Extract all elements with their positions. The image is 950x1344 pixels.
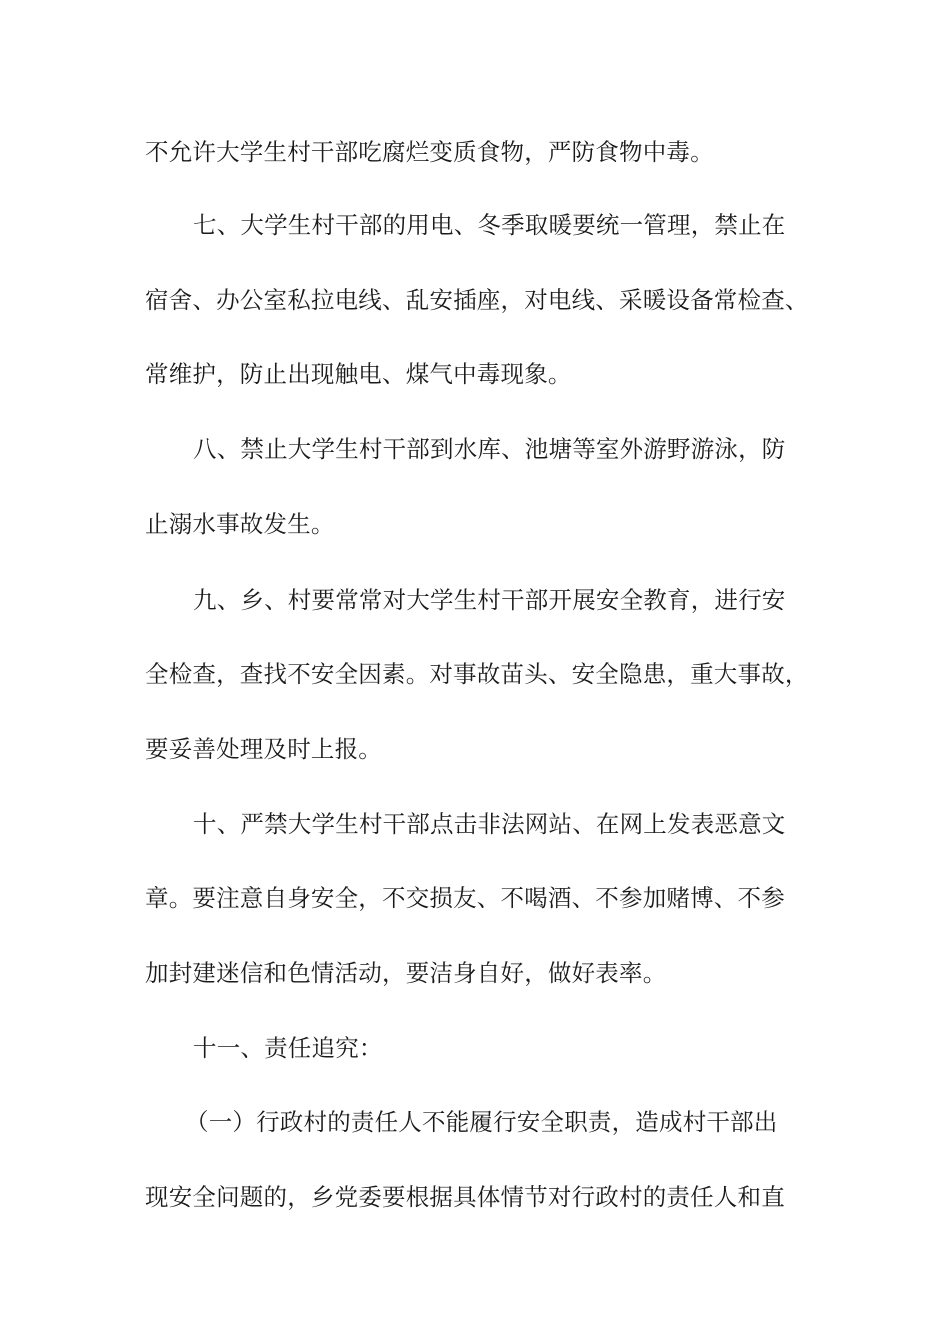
text-line: 止溺水事故发生。 bbox=[145, 510, 335, 538]
text-line: 九、乡、村要常常对大学生村干部开展安全教育，进行安 bbox=[193, 586, 786, 614]
text-line: 要妥善处理及时上报。 bbox=[145, 735, 382, 763]
text-line: 常维护，防止出现触电、煤气中毒现象。 bbox=[145, 360, 572, 388]
text-line: 八、禁止大学生村干部到水库、池塘等室外游野游泳，防 bbox=[193, 435, 786, 463]
text-line: 加封建迷信和色情活动，要洁身自好，做好表率。 bbox=[145, 959, 667, 987]
text-line: 章。要注意自身安全，不交损友、不喝酒、不参加赌博、不参 bbox=[145, 884, 785, 912]
text-line: 十一、责任追究： bbox=[193, 1034, 383, 1062]
text-line: 十、严禁大学生村干部点击非法网站、在网上发表恶意文 bbox=[193, 810, 786, 838]
text-line: 宿舍、办公室私拉电线、乱安插座，对电线、采暖设备常检查、 bbox=[145, 286, 809, 314]
text-line: 全检查，查找不安全因素。对事故苗头、安全隐患，重大事故， bbox=[145, 660, 809, 688]
text-line: 不允许大学生村干部吃腐烂变质食物，严防食物中毒。 bbox=[145, 138, 714, 166]
text-line: 七、大学生村干部的用电、冬季取暖要统一管理，禁止在 bbox=[193, 211, 786, 239]
text-line: 现安全问题的，乡党委要根据具体情节对行政村的责任人和直 bbox=[145, 1183, 785, 1211]
text-line: （一）行政村的责任人不能履行安全职责，造成村干部出 bbox=[185, 1108, 778, 1136]
